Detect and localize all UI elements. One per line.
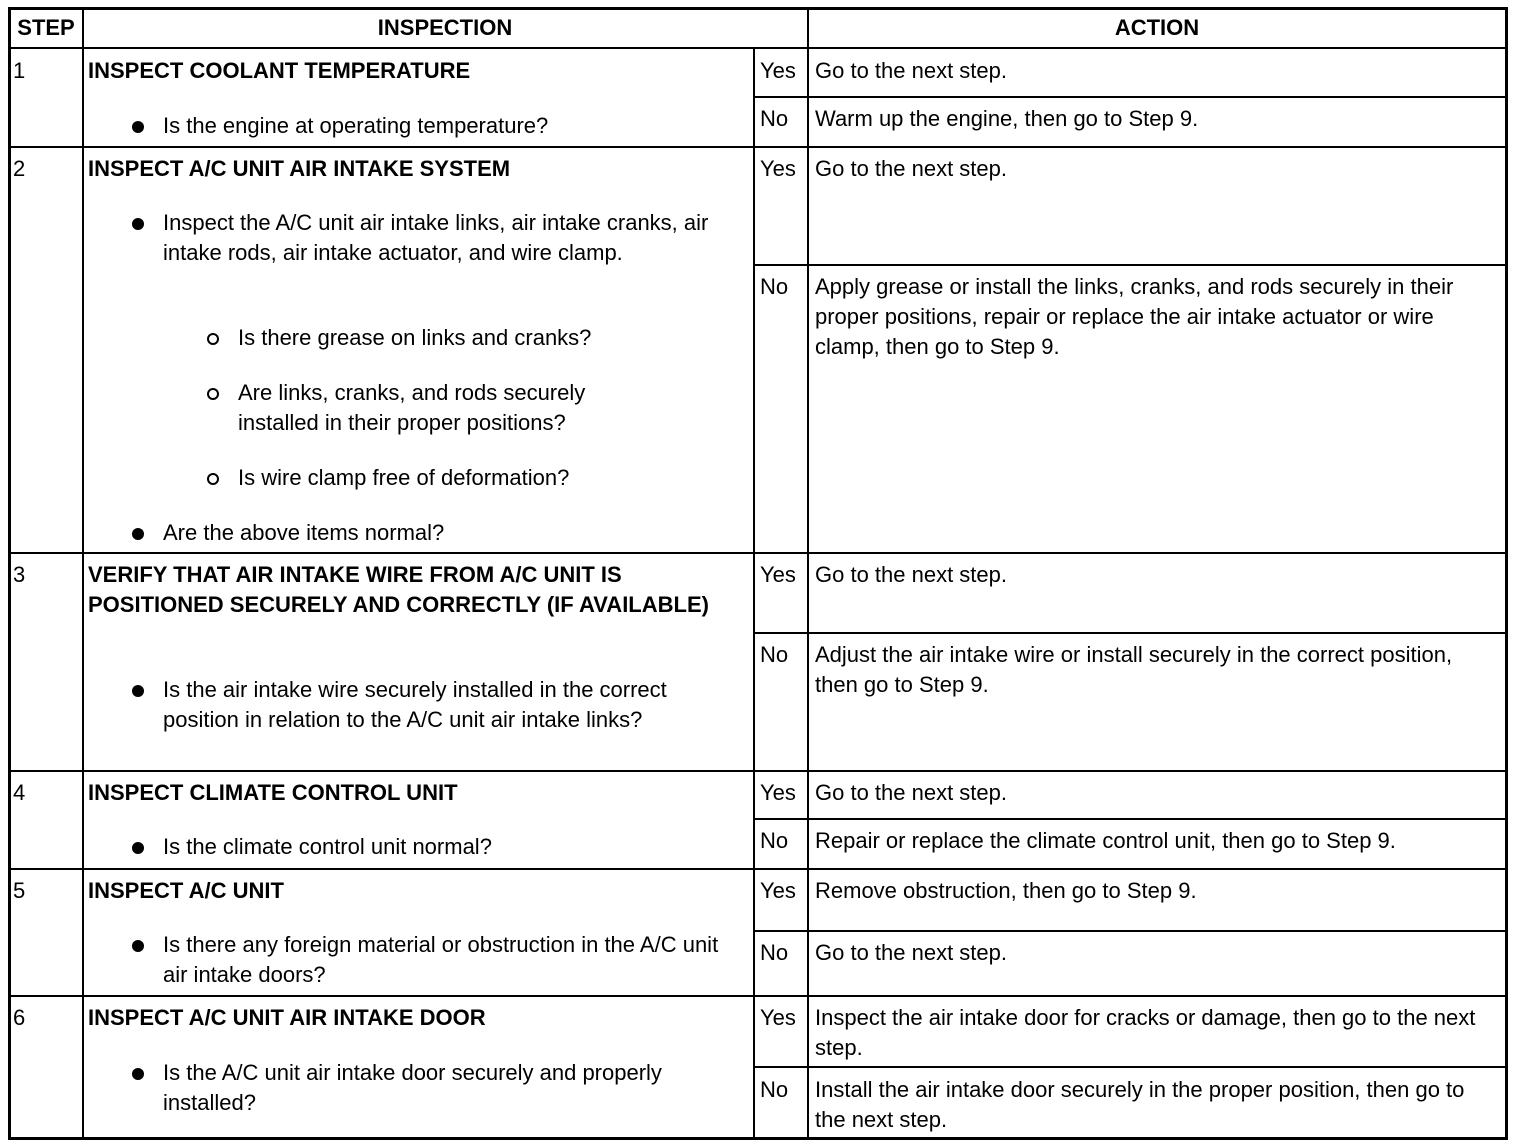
step-number: 2 (13, 156, 26, 181)
yes-label: Yes (760, 780, 796, 805)
step-number: 4 (13, 780, 26, 805)
step-title: INSPECT COOLANT TEMPERATURE (88, 58, 471, 83)
sub-question: Is wire clamp free of deformation? (238, 465, 570, 490)
row-divider (9, 552, 1507, 554)
check-question: Is there any foreign material or obstruction in the A/C unit air intake doors? (163, 932, 719, 987)
column-divider (807, 8, 809, 1139)
yes-no-divider (754, 96, 1507, 98)
row-divider (9, 868, 1507, 870)
no-action: Warm up the engine, then go to Step 9. (815, 106, 1199, 131)
step-number: 3 (13, 562, 26, 587)
no-action: Adjust the air intake wire or install securely in the correct position, then go to Step 9. (815, 642, 1453, 697)
yes-action: Go to the next step. (815, 780, 1008, 805)
yes-no-divider (754, 1066, 1507, 1068)
yes-action: Inspect the air intake door for cracks or damage, then go to the next step. (815, 1005, 1476, 1060)
yes-no-divider (754, 818, 1507, 820)
bullet-icon (132, 842, 144, 854)
yes-label: Yes (760, 1005, 796, 1030)
row-divider (9, 995, 1507, 997)
step-title: INSPECT A/C UNIT AIR INTAKE DOOR (88, 1005, 486, 1030)
step-title: INSPECT A/C UNIT (88, 878, 284, 903)
bullet-icon (132, 218, 144, 230)
yes-no-divider (754, 930, 1507, 932)
no-action: Install the air intake door securely in the proper position, then go to the next step. (815, 1077, 1465, 1132)
sub-bullet-icon (207, 388, 219, 400)
header-inspection: INSPECTION (377, 15, 513, 40)
sub-question: Is there grease on links and cranks? (238, 325, 592, 350)
sub-bullet-icon (207, 333, 219, 345)
yes-label: Yes (760, 156, 796, 181)
check-question: Is the A/C unit air intake door securely and properly installed? (163, 1060, 662, 1115)
bullet-icon (132, 121, 144, 133)
bullet-icon (132, 940, 144, 952)
step-title: VERIFY THAT AIR INTAKE WIRE FROM A/C UNIT IS POSITIONED SECURELY AND CORRECTLY (IF AVAILABLE) (88, 562, 709, 617)
bullet-icon (132, 685, 144, 697)
check-question: Are the above items normal? (163, 520, 445, 545)
no-label: No (760, 106, 789, 131)
yes-action: Go to the next step. (815, 562, 1008, 587)
header-step: STEP (17, 15, 75, 40)
yes-label: Yes (760, 58, 796, 83)
column-divider (753, 48, 755, 1139)
yes-no-divider (754, 264, 1507, 266)
step-title: INSPECT A/C UNIT AIR INTAKE SYSTEM (88, 156, 511, 181)
check-question: Is the climate control unit normal? (163, 834, 492, 859)
row-divider (9, 146, 1507, 148)
step-number: 5 (13, 878, 26, 903)
no-label: No (760, 940, 789, 965)
yes-action: Go to the next step. (815, 156, 1008, 181)
header-action: ACTION (1114, 15, 1200, 40)
step-number: 1 (13, 58, 26, 83)
check-question: Is the air intake wire securely installed in the correct position in relation to the A/C unit air intake links? (163, 677, 667, 732)
yes-label: Yes (760, 562, 796, 587)
step-number: 6 (13, 1005, 26, 1030)
step-title: INSPECT CLIMATE CONTROL UNIT (88, 780, 458, 805)
check-instruction: Inspect the A/C unit air intake links, air intake cranks, air intake rods, air intake actuator, and wire clamp. (163, 210, 709, 265)
row-divider (9, 47, 1507, 49)
no-label: No (760, 1077, 789, 1102)
no-action: Go to the next step. (815, 940, 1008, 965)
bullet-icon (132, 1068, 144, 1080)
sub-bullet-icon (207, 473, 219, 485)
no-label: No (760, 274, 789, 299)
yes-action: Go to the next step. (815, 58, 1008, 83)
no-label: No (760, 828, 789, 853)
row-divider (9, 770, 1507, 772)
bullet-icon (132, 528, 144, 540)
check-question: Is the engine at operating temperature? (163, 113, 549, 138)
no-label: No (760, 642, 789, 667)
no-action: Repair or replace the climate control unit, then go to Step 9. (815, 828, 1396, 853)
yes-action: Remove obstruction, then go to Step 9. (815, 878, 1197, 903)
column-divider (82, 8, 84, 1139)
yes-label: Yes (760, 878, 796, 903)
no-action: Apply grease or install the links, cranks, and rods securely in their proper positions, repair or replace the air intake actuator or wire clamp, then go to Step 9. (815, 274, 1454, 359)
sub-question: Are links, cranks, and rods securely installed in their proper positions? (238, 380, 586, 435)
yes-no-divider (754, 632, 1507, 634)
